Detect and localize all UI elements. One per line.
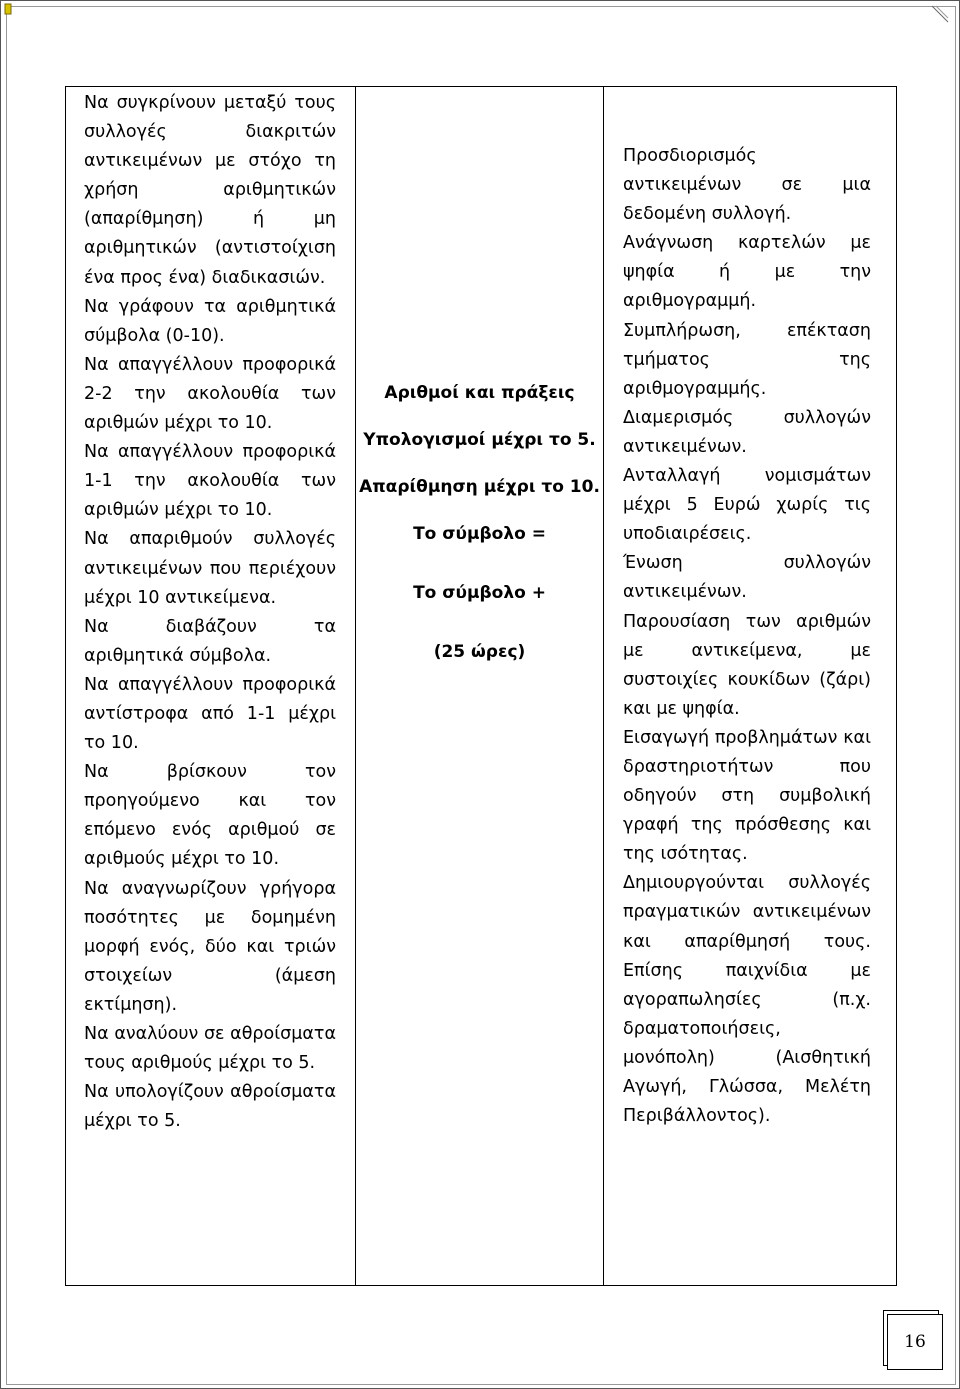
content-column [356,379,603,667]
topic-equals-symbol: Το σύμβολο = [413,524,546,544]
topic-plus-symbol: Το σύμβολο + [413,583,546,603]
activity-item: Δημιουργούνται συλλογές πραγματικών αντικειμένων και απαρίθμησή τους. Επίσης παιχνίδια με αγοραπωλησίες (π.χ. δραματοποιήσεις, μονόπολη) (Αισθητική Αγωγή, Γλώσσα, Μελέτη Περιβάλλοντος). [623,873,871,1127]
objective-item: Να συγκρίνουν μεταξύ τους συλλογές διακριτών αντικειμένων με στόχο τη χρήση αριθμητικών (απαρίθμηση) ή μη αριθμητικών (αντιστοίχιση ένα προς ένα) διαδικασιών. [84,93,336,288]
activity-item: Ανάγνωση καρτελών με ψηφία ή με την αριθμογραμμή. [623,233,871,312]
column-divider [603,87,604,1285]
corner-marker-icon [3,3,13,15]
page-corner-fold-icon [930,4,950,24]
activity-item: Παρουσίαση των αριθμών με αντικείμενα, με συστοιχίες κουκίδων (ζάρι) και με ψηφία. [623,611,871,719]
objective-item: Να διαβάζουν τα αριθμητικά σύμβολα. [84,616,336,666]
page-number: 16 [887,1314,943,1370]
topic-calculations: Υπολογισμοί μέχρι το 5. [363,430,596,450]
topic-counting: Απαρίθμηση μέχρι το 10. [359,477,600,497]
objective-item: Να υπολογίζουν αθροίσματα μέχρι το 5. [84,1082,336,1132]
objective-item: Να απαγγέλλουν προφορικά 2-2 την ακολουθία των αριθμών μέχρι το 10. [84,354,336,434]
activity-item: Προσδιορισμός αντικειμένων σε μια δεδομένη συλλογή. [623,146,871,225]
objective-item: Να απαγγέλλουν προφορικά 1-1 την ακολουθία των αριθμών μέχρι το 10. [84,442,336,521]
activity-item: Ένωση συλλογών αντικειμένων. [623,553,871,603]
activity-item: Διαμερισμός συλλογών αντικειμένων. [623,407,871,457]
objective-item: Να βρίσκουν τον προηγούμενο και τον επόμενο ενός αριθμού σε αριθμούς μέχρι το 10. [84,762,336,870]
objective-item: Να απαγγέλλουν προφορικά αντίστροφα από 1-1 μέχρι το 10. [84,674,336,754]
column-divider [355,87,356,1285]
objective-item: Να γράφουν τα αριθμητικά σύμβολα (0-10). [84,296,336,346]
activity-item: Ανταλλαγή νομισμάτων μέχρι 5 Ευρώ χωρίς τις υποδιαιρέσεις. [623,466,871,545]
activity-item: Συμπλήρωση, επέκταση τμήματος της αριθμογραμμής. [623,320,871,399]
hours-label: (25 ώρες) [433,642,526,662]
objectives-column [84,89,336,1136]
curriculum-table [65,86,897,1286]
unit-title: Αριθμοί και πράξεις [384,383,575,403]
activities-column [623,142,871,1131]
objective-item: Να απαριθμούν συλλογές αντικειμένων που περιέχουν μέχρι 10 αντικείμενα. [84,529,336,608]
objective-item: Να αναλύουν σε αθροίσματα τους αριθμούς μέχρι το 5. [84,1024,336,1074]
activity-item: Εισαγωγή προβλημάτων και δραστηριοτήτων που οδηγούν στη συμβολική γραφή της πρόσθεσης και της ισότητας. [623,727,871,865]
page-number-box [883,1310,943,1370]
objective-item: Να αναγνωρίζουν γρήγορα ποσότητες με δομημένη μορφή ενός, δύο και τριών στοιχείων (άμεση εκτίμηση). [84,878,336,1015]
